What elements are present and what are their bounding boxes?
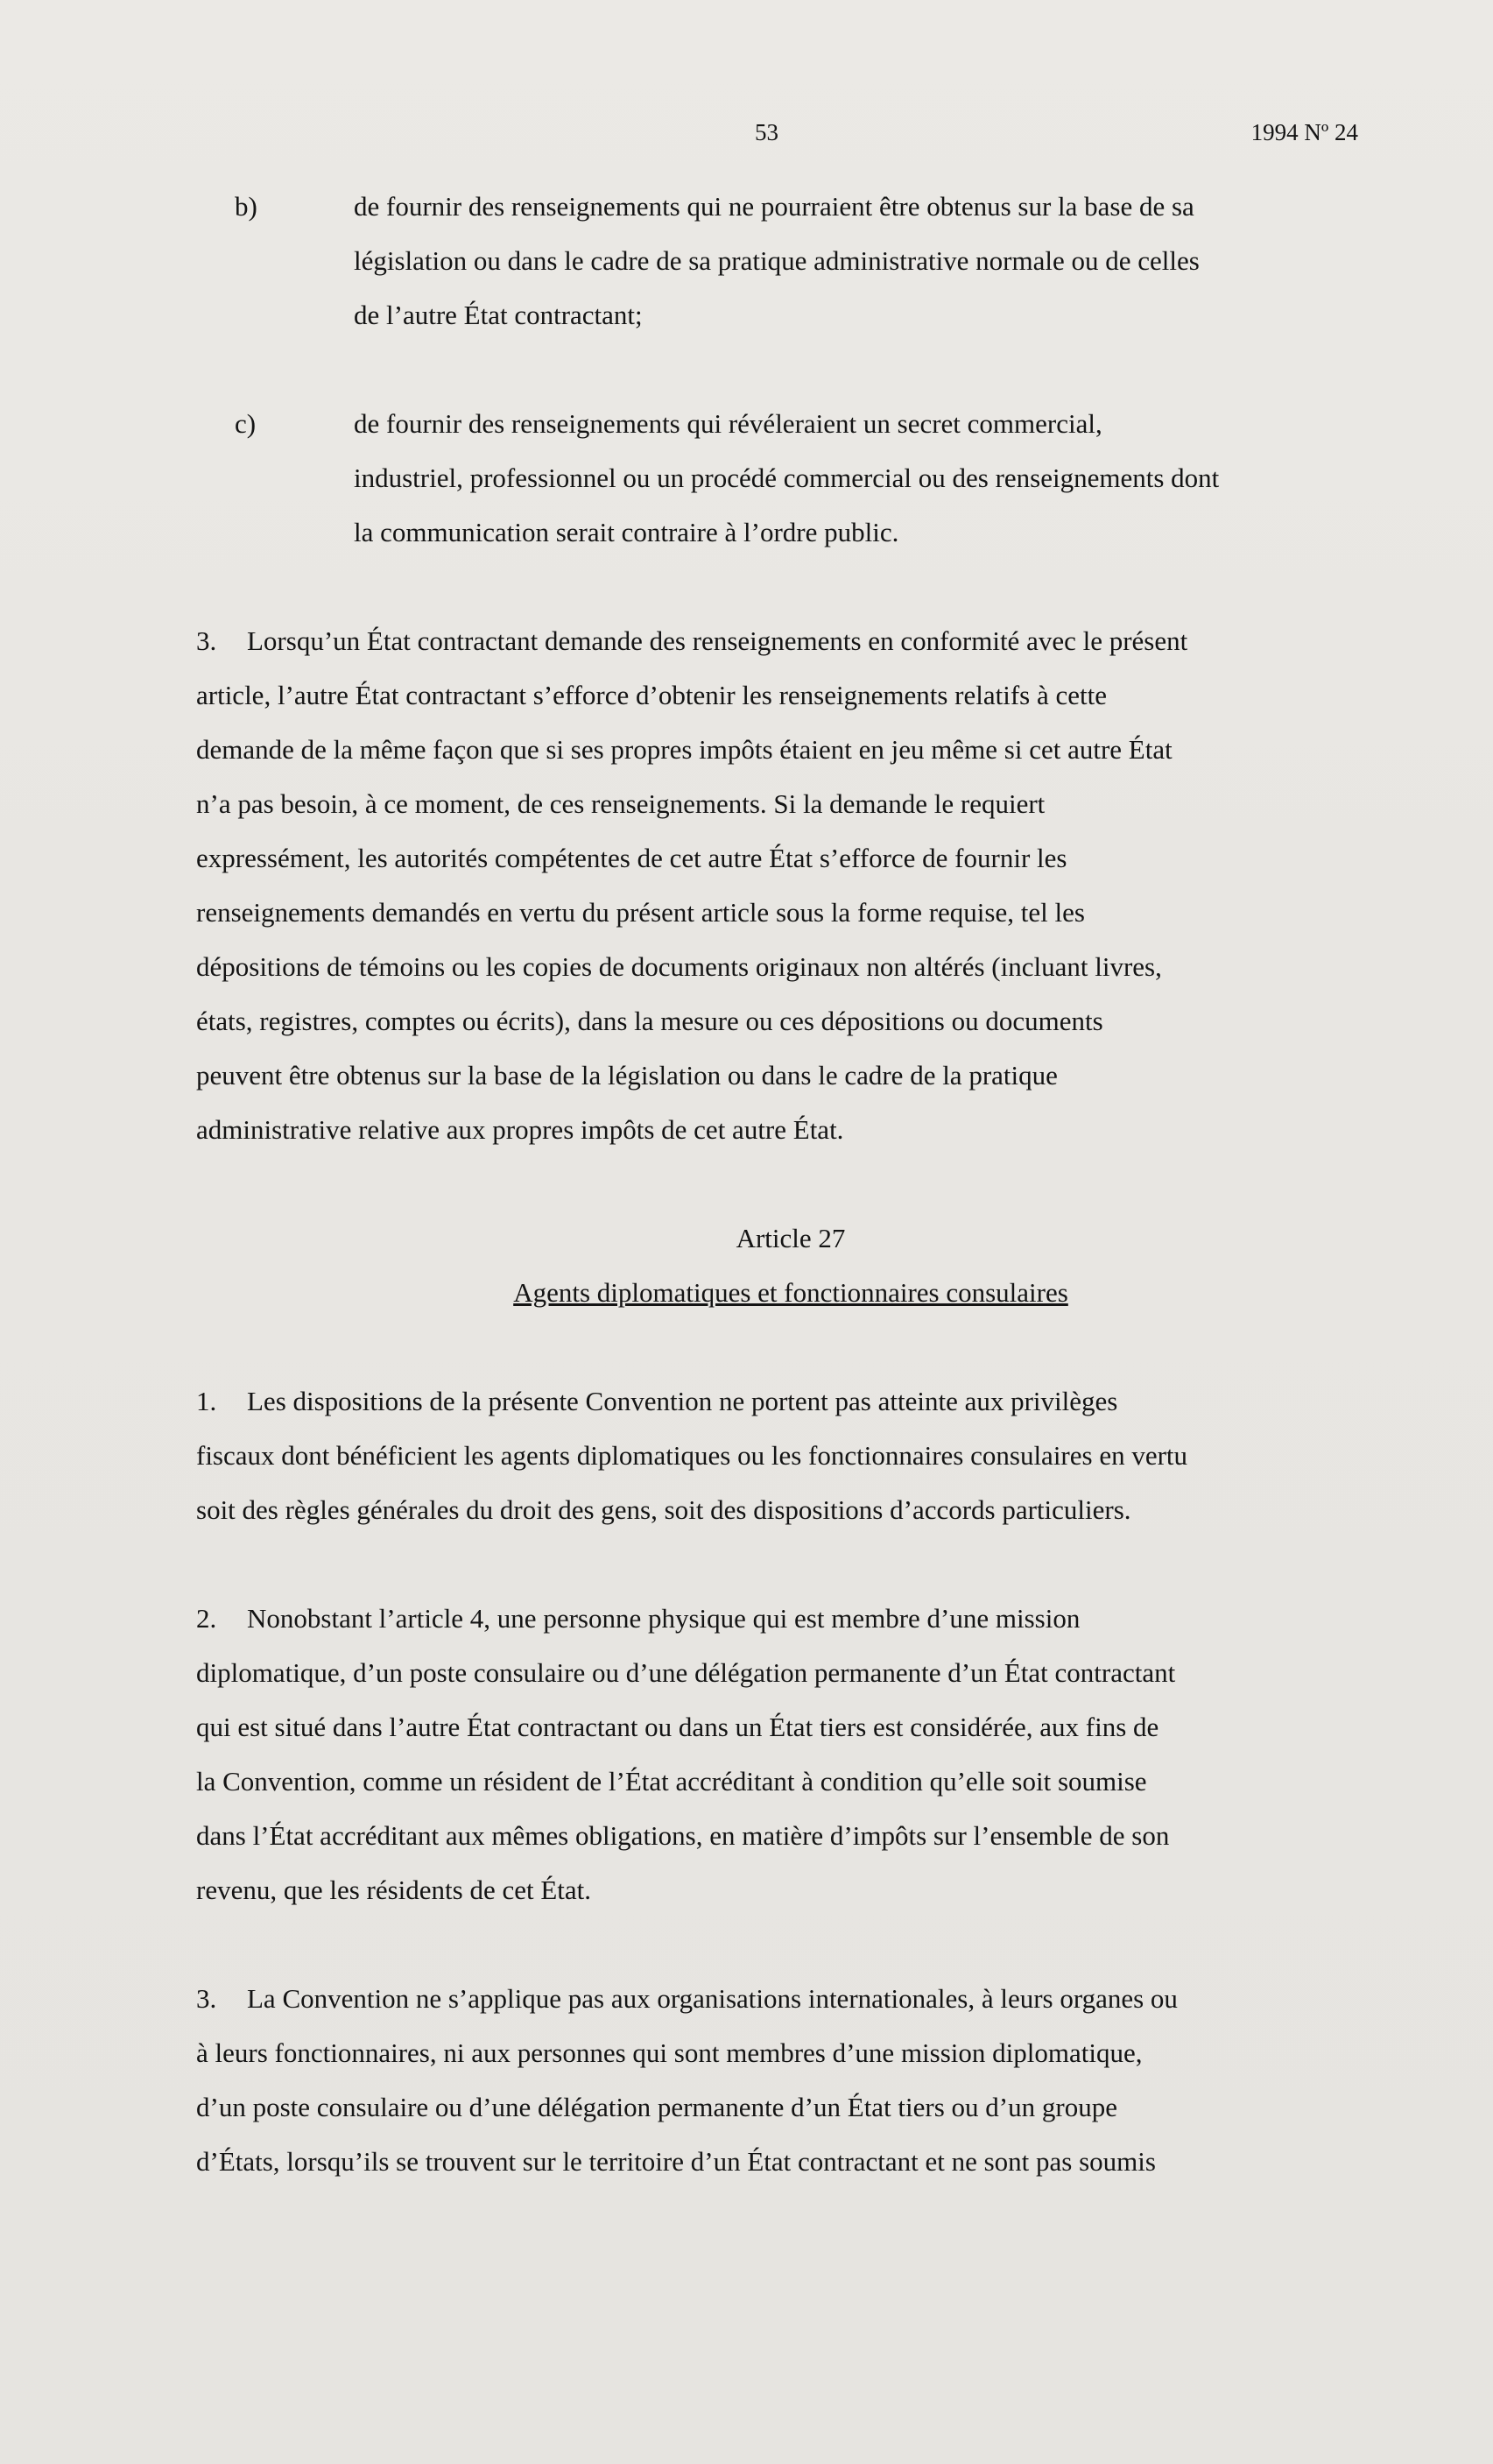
text-line: industriel, professionnel ou un procédé commercial ou des renseignements dont xyxy=(354,462,1220,493)
list-marker: b) xyxy=(235,191,257,222)
text-line: d’un poste consulaire ou d’une délégation permanente d’un État tiers ou d’un groupe xyxy=(196,2092,1117,2122)
text-line: législation ou dans le cadre de sa pratique administrative normale ou de celles xyxy=(354,245,1200,276)
paragraph-3 xyxy=(196,614,1335,1157)
text-line xyxy=(196,614,1335,668)
article-paragraph-2 xyxy=(196,1592,1335,1917)
list-item-b xyxy=(0,180,1335,342)
text-line: soit des règles générales du droit des gens, soit des dispositions d’accords particuliers. xyxy=(196,1494,1131,1525)
text-line: la Convention, comme un résident de l’État accréditant à condition qu’elle soit soumise xyxy=(196,1766,1147,1797)
text-line: de fournir des renseignements qui révéleraient un secret commercial, xyxy=(354,408,1102,439)
list-marker: c) xyxy=(235,408,257,439)
list-item-text xyxy=(354,397,1335,560)
text-line: la communication serait contraire à l’ordre public. xyxy=(354,517,899,547)
list-item-c xyxy=(0,397,1335,560)
page-number: 53 xyxy=(755,119,778,145)
text-line xyxy=(196,1972,1335,2026)
article-paragraph-3 xyxy=(196,1972,1335,2189)
text-line: n’a pas besoin, à ce moment, de ces renseignements. Si la demande le requiert xyxy=(196,788,1046,819)
text-line: administrative relative aux propres impôts de cet autre État. xyxy=(196,1114,844,1145)
text-line: de l’autre État contractant; xyxy=(354,300,643,330)
text-line xyxy=(196,1374,1335,1429)
text-segment: Nonobstant l’article 4, une personne physique qui est membre d’une mission xyxy=(247,1603,1081,1634)
article-heading: Agents diplomatiques et fonctionnaires consulaires xyxy=(513,1277,1068,1308)
text-line: expressément, les autorités compétentes de cet autre État s’efforce de fournir les xyxy=(196,843,1067,873)
text-line: qui est situé dans l’autre État contractant ou dans un État tiers est considérée, aux fins de xyxy=(196,1712,1159,1742)
text-line: états, registres, comptes ou écrits), dans la mesure ou ces dépositions ou documents xyxy=(196,1006,1103,1036)
text-line: demande de la même façon que si ses propres impôts étaient en jeu même si cet autre État xyxy=(196,734,1173,765)
article-title: Article 27 xyxy=(736,1223,846,1253)
text-line: revenu, que les résidents de cet État. xyxy=(196,1874,592,1905)
article-paragraph-1 xyxy=(196,1374,1335,1537)
document-reference: 1994 Nº 24 xyxy=(1250,119,1358,145)
text-line: dans l’État accréditant aux mêmes obligations, en matière d’impôts sur l’ensemble de son xyxy=(196,1820,1170,1851)
list-item-text xyxy=(354,180,1335,342)
paragraph-number: 1. xyxy=(196,1386,217,1416)
text-line xyxy=(196,1592,1335,1646)
paragraph-number: 2. xyxy=(196,1603,217,1634)
text-line: fiscaux dont bénéficient les agents diplomatiques ou les fonctionnaires consulaires en vertu xyxy=(196,1440,1188,1471)
text-segment: Lorsqu’un État contractant demande des renseignements en conformité avec le présent xyxy=(247,625,1188,656)
text-line: de fournir des renseignements qui ne pourraient être obtenus sur la base de sa xyxy=(354,191,1194,222)
paragraph-number: 3. xyxy=(196,625,217,656)
document-body xyxy=(196,180,1335,2243)
text-line: article, l’autre État contractant s’efforce d’obtenir les renseignements relatifs à cette xyxy=(196,680,1107,710)
text-line: dépositions de témoins ou les copies de documents originaux non altérés (incluant livres, xyxy=(196,951,1162,982)
text-line: diplomatique, d’un poste consulaire ou d’une délégation permanente d’un État contractant xyxy=(196,1657,1176,1688)
text-segment: La Convention ne s’applique pas aux organisations internationales, à leurs organes ou xyxy=(247,1983,1178,2014)
text-segment: Les dispositions de la présente Convention ne portent pas atteinte aux privilèges xyxy=(247,1386,1118,1416)
text-line: à leurs fonctionnaires, ni aux personnes qui sont membres d’une mission diplomatique, xyxy=(196,2037,1143,2068)
paragraph-number: 3. xyxy=(196,1983,217,2014)
text-line: peuvent être obtenus sur la base de la législation ou dans le cadre de la pratique xyxy=(196,1060,1058,1091)
page-header xyxy=(0,119,1493,154)
text-line: d’États, lorsqu’ils se trouvent sur le territoire d’un État contractant et ne sont pas soumis xyxy=(196,2146,1156,2177)
text-line: renseignements demandés en vertu du présent article sous la forme requise, tel les xyxy=(196,897,1085,928)
